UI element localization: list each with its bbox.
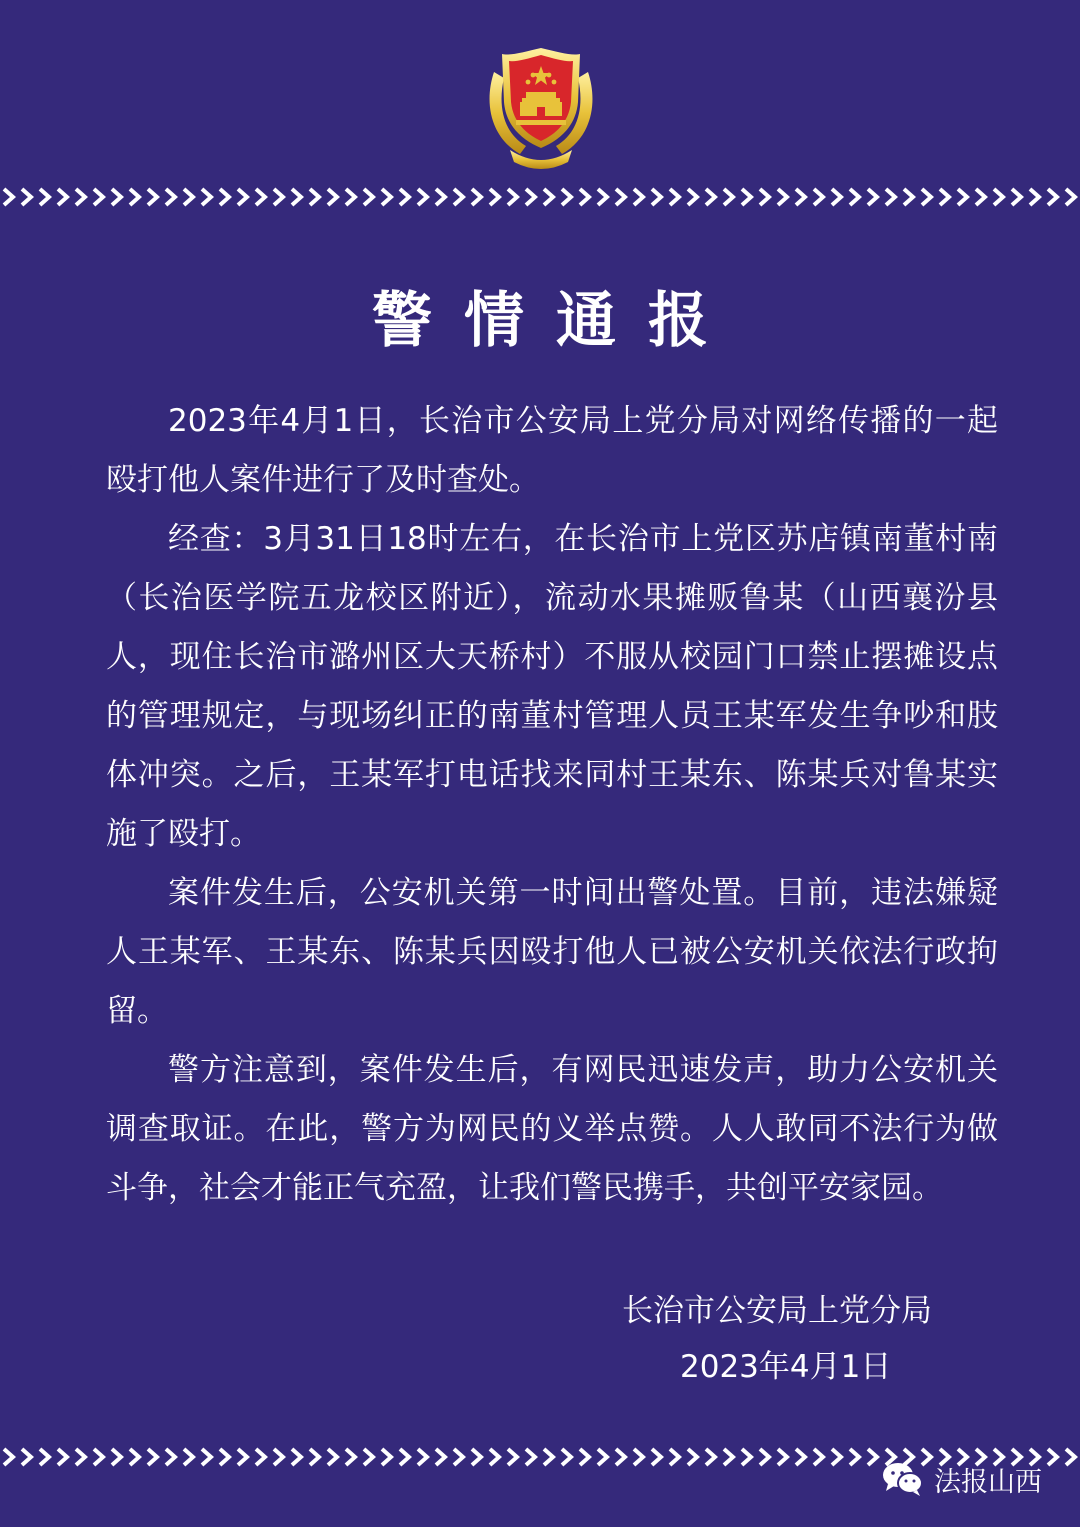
top-chevron-border [0, 186, 1080, 208]
signature-org: 长治市公安局上党分局 [622, 1293, 932, 1329]
signature-block [560, 1283, 1040, 1395]
signature-date: 2023年4月1日 [680, 1349, 892, 1385]
watermark-text: 法报山西 [934, 1466, 1042, 1498]
notice-body [106, 392, 998, 1218]
watermark [880, 1456, 1042, 1502]
wechat-icon [880, 1459, 926, 1499]
paragraph-4: 警方注意到，案件发生后，有网民迅速发声，助力公安机关调查取证。在此，警方为网民的义举点赞。人人敢同不法行为做斗争，社会才能正气充盈，让我们警民携手，共创平安家园。 [106, 1052, 998, 1206]
paragraph-2: 经查：3月31日18时左右，在长治市上党区苏店镇南董村南（长治医学院五龙校区附近），流动水果摊贩鲁某（山西襄汾县人，现住长治市潞州区大天桥村）不服从校园门口禁止摆摊设点的管理规定，与现场纠正的南董村管理人员王某军发生争吵和肢体冲突。之后，王某军打电话找来同村王某东、陈某兵对鲁某实施了殴打。 [106, 521, 998, 852]
paragraph-1: 2023年4月1日，长治市公安局上党分局对网络传播的一起殴打他人案件进行了及时查处。 [106, 403, 998, 498]
paragraph-3: 案件发生后，公安机关第一时间出警处置。目前，违法嫌疑人王某军、王某东、陈某兵因殴打他人已被公安机关依法行政拘留。 [106, 875, 998, 1029]
notice-title: 警情通报 [372, 286, 740, 356]
police-emblem-icon [480, 42, 602, 172]
